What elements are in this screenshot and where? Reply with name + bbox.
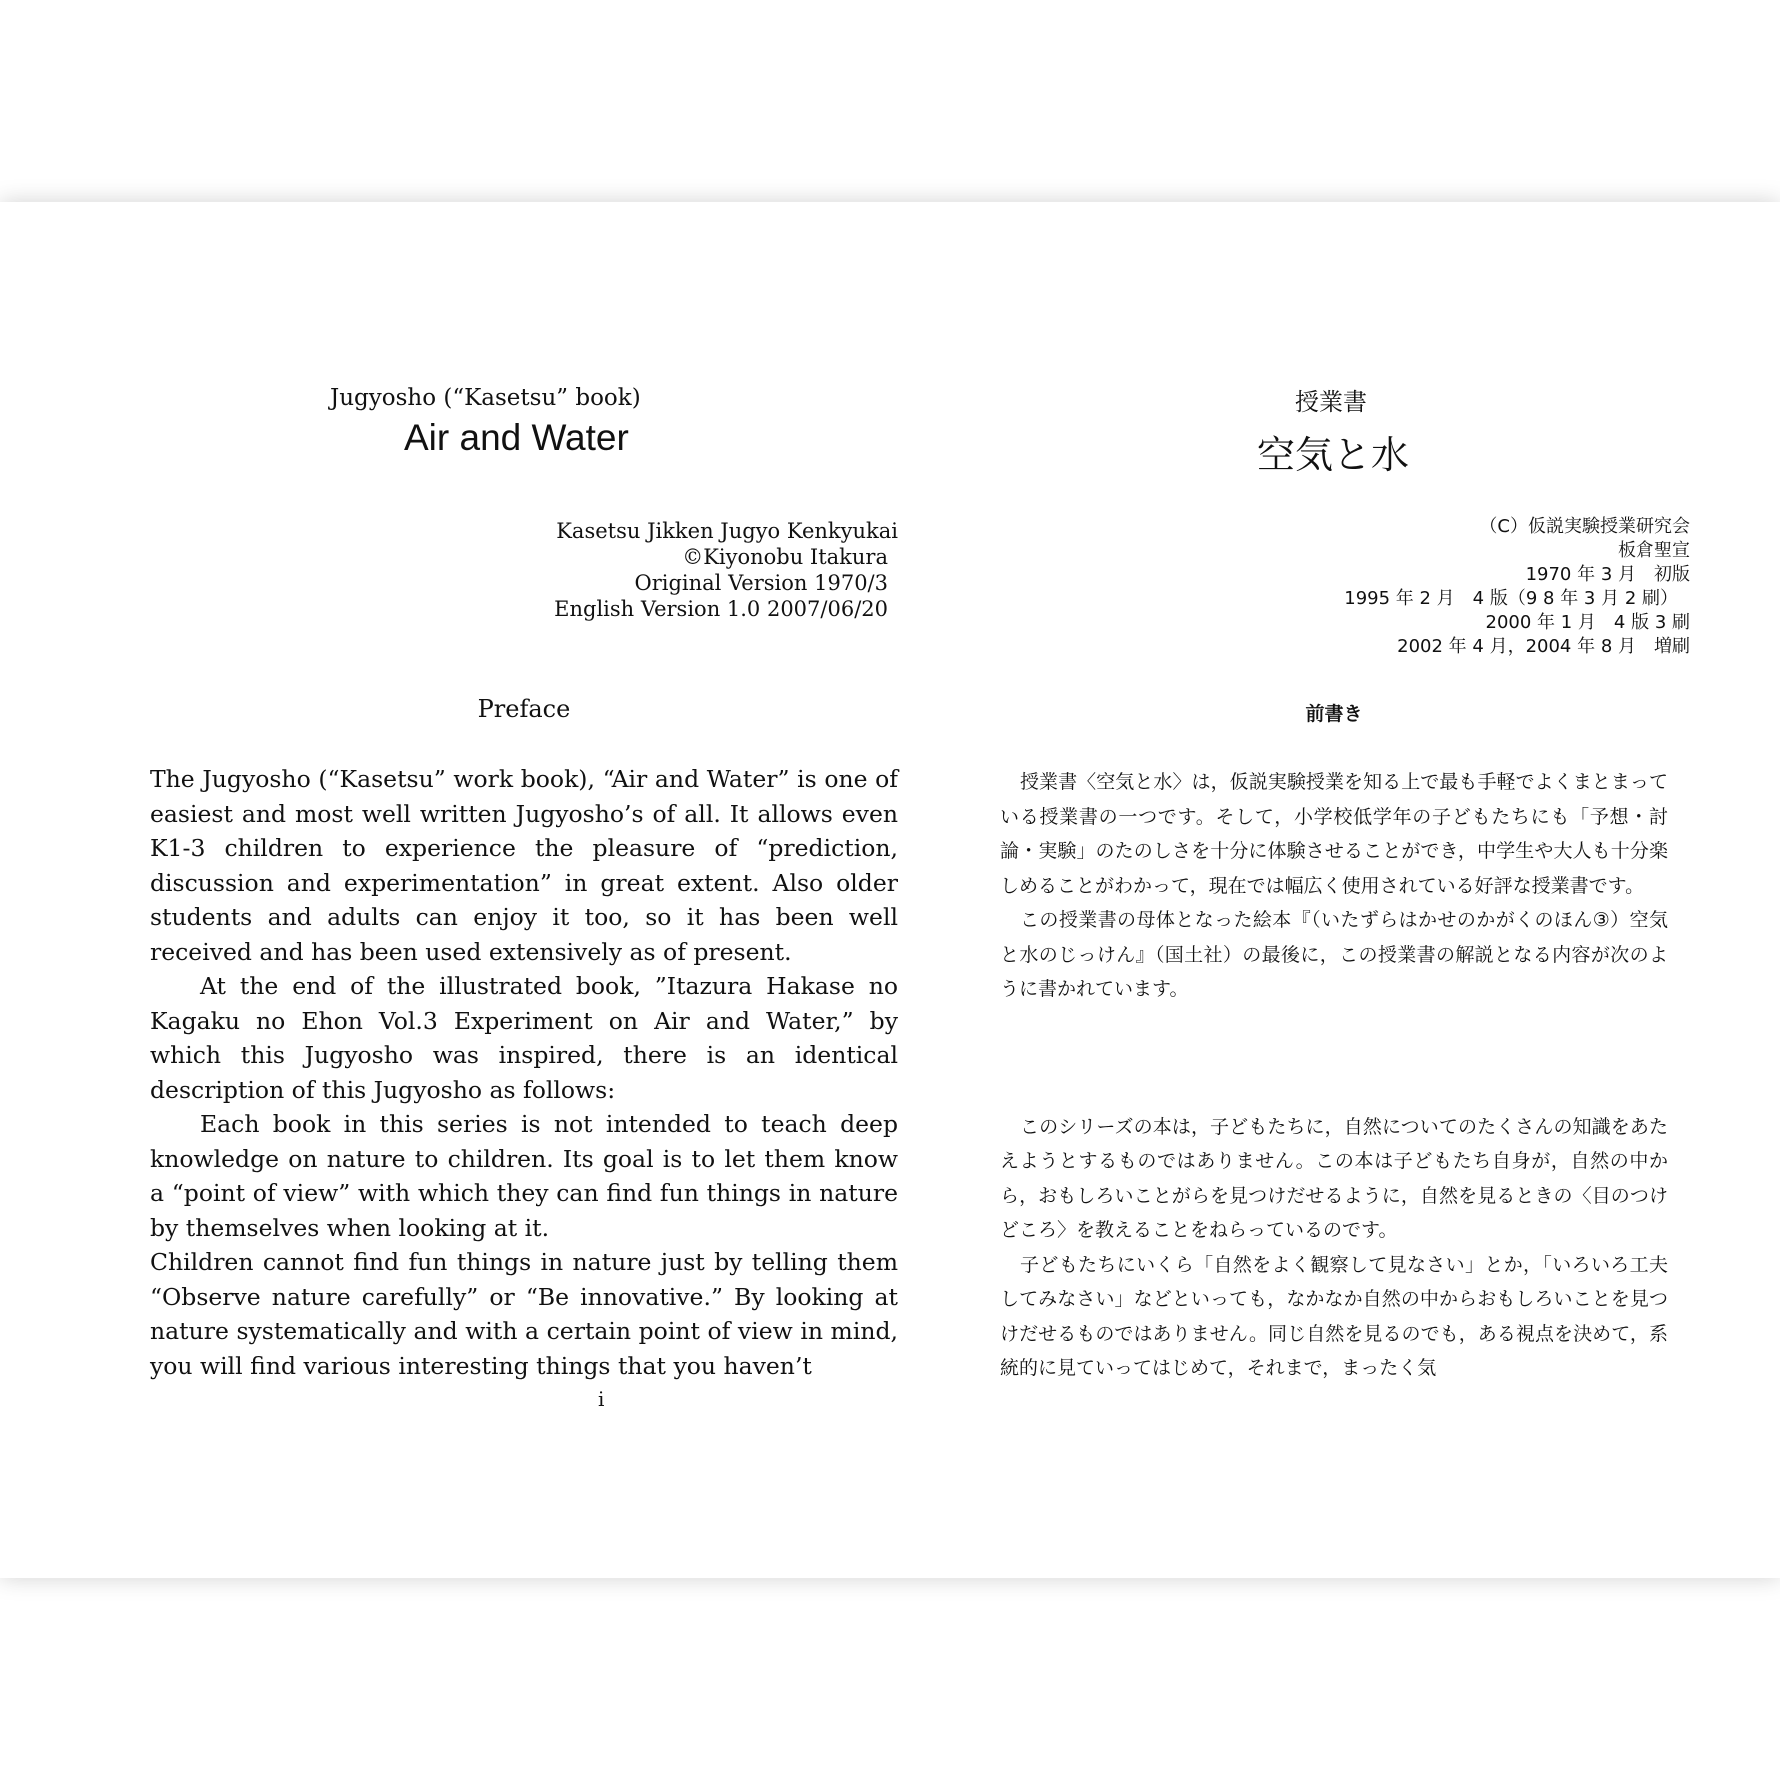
right-paragraph: このシリーズの本は，子どもたちに，自然についてのたくさんの知識をあたえようとするものではありません。この本は子どもたち自身が，自然の中から，おもしろいことがらを見つけだせるように，自然を見るときの〈目のつけどころ〉を教えることをねらっているのです。 — [1000, 1115, 1668, 1241]
right-meta-line: 1995 年 2 月 4 版（9 8 年 3 月 2 刷） — [1344, 588, 1678, 609]
right-paragraph: 子どもたちにいくら「自然をよく観察して見なさい」とか，「いろいろ工夫してみなさい」などといっても，なかなか自然の中からおもしろいことを見つけだせるものではありません。同じ自然を見るのでも，ある視点を決めて，系統的に見ていってはじめて，それまで，まったく気 — [1000, 1253, 1668, 1379]
right-subtitle: 授業書 — [1295, 388, 1367, 416]
left-meta-block — [150, 518, 898, 622]
right-paragraph: この授業書の母体となった絵本『（いたずらはかせのかがくのほん③）空気と水のじっけん』（国土社）の最後に，この授業書の解説となる内容が次のように書かれています。 — [1000, 909, 1668, 1000]
left-preface-heading: Preface — [477, 695, 571, 723]
left-title: Air and Water — [404, 417, 629, 458]
right-paragraph: 授業書〈空気と水〉は，仮説実験授業を知る上で最も手軽でよくまとまっている授業書の一つです。そして，小学校低学年の子どもたちにも「予想・討論・実験」のたのしさを十分に体験させることができ，中学生や大人も十分楽しめることがわかって，現在では幅広く使用されている好評な授業書です。 — [1000, 771, 1668, 897]
right-meta-line: 板倉聖宣 — [1618, 540, 1690, 561]
left-paragraph: At the end of the illustrated book, ”Itazura Hakase no Kagaku no Ehon Vol.3 Experiment on Air and Water,” by which this Jugyosho was inspired, there is an identical description of this Jugyosho as follows: — [150, 972, 898, 1104]
right-body-text — [1000, 765, 1668, 1386]
book-spread — [0, 202, 1780, 1578]
left-meta-line: Original Version 1970/3 — [634, 571, 888, 595]
right-meta-line: 2000 年 1 月 4 版 3 刷 — [1485, 612, 1690, 633]
right-preface-heading: 前書き — [1305, 703, 1363, 725]
right-title: 空気と水 — [1257, 433, 1410, 477]
right-meta-line: 1970 年 3 月 初版 — [1525, 564, 1690, 585]
left-meta-line: English Version 1.0 2007/06/20 — [554, 597, 888, 621]
paragraph-gap — [1000, 1007, 1668, 1110]
left-meta-line: ©Kiyonobu Itakura — [682, 545, 888, 569]
right-meta-line: 2002 年 4 月，2004 年 8 月 増刷 — [1397, 636, 1690, 657]
left-body-text — [150, 762, 898, 1383]
right-meta-line: （C）仮説実験授業研究会 — [1479, 516, 1690, 537]
page-number: i — [598, 1387, 605, 1411]
left-meta-line: Kasetsu Jikken Jugyo Kenkyukai — [556, 519, 898, 543]
left-paragraph: Each book in this series is not intended to teach deep knowledge on nature to children. Its goal is to let them know a “point of view” with which they can find fun things in nature by themselves when looking at it. — [150, 1110, 898, 1242]
left-paragraph: The Jugyosho (“Kasetsu” work book), “Air and Water” is one of easiest and most well written Jugyosho’s of all. It allows even K1-3 children to experience the pleasure of “prediction, discussion and experimentation” in great extent. Also older students and adults can enjoy it too, so it has been well received and has been used extensively as of present. — [150, 765, 898, 966]
left-paragraph: Children cannot find fun things in nature just by telling them “Observe nature carefully” or “Be innovative.” By looking at nature systematically and with a certain point of view in mind, you will find various interesting things that you haven’t — [150, 1248, 898, 1380]
left-subtitle: Jugyosho (“Kasetsu” book) — [330, 385, 641, 411]
right-meta-block — [1000, 515, 1690, 659]
